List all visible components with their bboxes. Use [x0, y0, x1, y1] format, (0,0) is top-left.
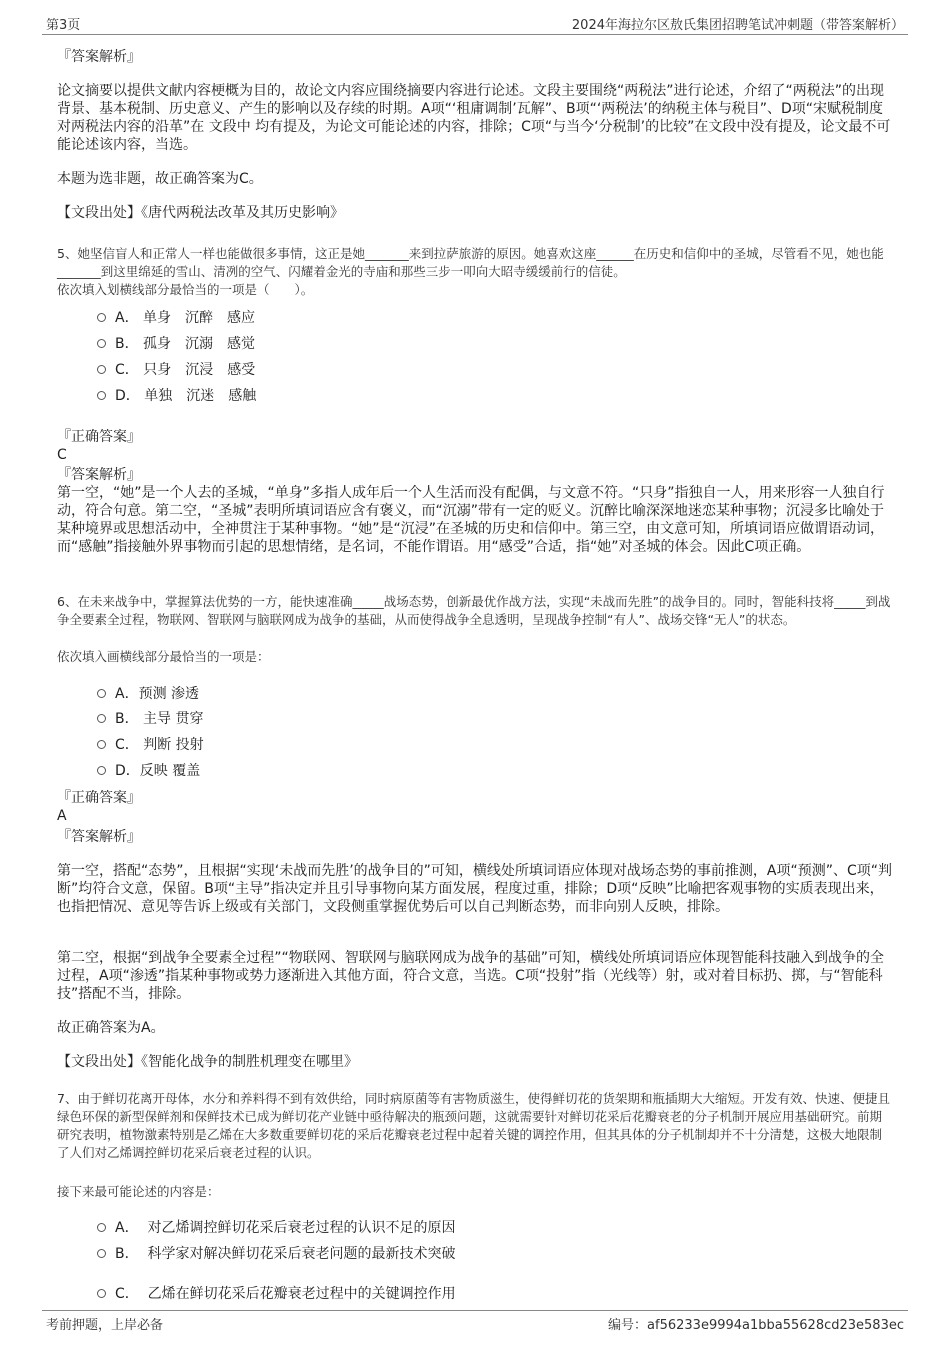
- q6-option-c-label: C． 判断 投射: [115, 737, 204, 753]
- q6-answer: A: [57, 808, 67, 824]
- radio-icon[interactable]: [97, 339, 106, 348]
- q5-option-b[interactable]: [97, 333, 255, 353]
- q5-answer: C: [57, 447, 67, 463]
- q6-analysis-3: 故正确答案为A。: [57, 1020, 165, 1036]
- q6-analysis-label: 『答案解析』: [57, 829, 141, 845]
- q7-option-b-label: B． 科学家对解决鲜切花采后衰老问题的最新技术突破: [115, 1246, 456, 1262]
- radio-icon[interactable]: [97, 1249, 106, 1258]
- radio-icon[interactable]: [97, 1289, 106, 1298]
- q7-option-c[interactable]: [97, 1283, 456, 1303]
- q6-analysis-1-block: [57, 862, 893, 916]
- q5-option-d-label: D． 单独 沉迷 感触: [115, 388, 257, 404]
- footer-slogan: 考前押题，上岸必备: [46, 1318, 164, 1333]
- radio-icon[interactable]: [97, 1223, 106, 1232]
- q6-option-d[interactable]: [97, 760, 200, 780]
- prev-analysis-label: 『答案解析』: [57, 49, 141, 65]
- q6-option-a[interactable]: [97, 683, 199, 703]
- q5-question: 5、她坚信盲人和正常人一样也能做很多事情，这正是她_______来到拉萨旅游的原因。她喜欢这座______在历史和信仰中的圣城，尽管看不见，她也能_______到这里绵延的雪山、清冽的空气、闪耀着金光的寺庙和那些三步一叩向大昭寺缓缓前行的信徒。: [57, 246, 884, 279]
- radio-icon[interactable]: [97, 365, 106, 374]
- q6-instruction-block: [57, 648, 893, 666]
- prev-conclusion-text: 本题为选非题，故正确答案为C。: [57, 171, 263, 187]
- q7-option-a-label: A． 对乙烯调控鲜切花采后衰老过程的认识不足的原因: [115, 1220, 456, 1236]
- q7-instruction-block: [57, 1183, 893, 1201]
- q5-analysis: 第一空，“她”是一个人去的圣城，“单身”多指人成年后一个人生活而没有配偶，与文意不符。“只身”指独自一人，用来形容一人独自行动，符合句意。第二空，“圣城”表明所填词语应含有褒义，而“沉溺”带有一定的贬义。沉醉比喻深深地迷恋某种事物；沉浸多比喻处于某种境界或思想活动中，全神贯注于某种事物。“她”是“沉浸”在圣城的历史和信仰中。第三空，由文意可知，所填词语应做谓语动词，而“感触”指接触外界事物而引起的思想情绪，是名词，不能作谓语。用“感受”合适，指“她”对圣城的体会。因此C项正确。: [57, 485, 885, 555]
- q5-instruction: 依次填入划横线部分最恰当的一项是（ ）。: [57, 282, 314, 297]
- q7-option-c-label: C． 乙烯在鲜切花采后花瓣衰老过程中的关键调控作用: [115, 1286, 456, 1302]
- prev-analysis-label-block: [57, 48, 893, 66]
- q6-source: 【文段出处】《智能化战争的制胜机理变在哪里》: [57, 1054, 358, 1070]
- document-title: 2024年海拉尔区敖氏集团招聘笔试冲刺题（带答案解析）: [571, 18, 904, 33]
- q5-option-b-label: B． 孤身 沉溺 感觉: [115, 336, 256, 352]
- prev-source: 【文段出处】《唐代两税法改革及其历史影响》: [57, 205, 344, 221]
- q5-analysis-block: [57, 466, 893, 556]
- q6-question: 6、在未来战争中，掌握算法优势的一方，能快速准确_____战场态势，创新最优作战方法，实现“未战而先胜”的战争目的。同时，智能科技将_____到战争全要素全过程，物联网、智联网与脑联网成为战争的基础，从而使得战争全息透明，呈现战争控制“有人”、战场交锋“无人”的状态。: [57, 594, 891, 627]
- prev-analysis-block: [57, 82, 893, 154]
- q5-analysis-label: 『答案解析』: [57, 467, 141, 483]
- prev-source-block: [57, 204, 893, 222]
- q7-question: 7、由于鲜切花离开母体，水分和养料得不到有效供给，同时病原菌等有害物质滋生，使得鲜切花的货架期和瓶插期大大缩短。开发有效、快速、便捷且绿色环保的新型保鲜剂和保鲜技术已成为鲜切花产业链中亟待解决的瓶颈问题，这就需要针对鲜切花采后花瓣衰老的分子机制开展应用基础研究。前期研究表明，植物激素特别是乙烯在大多数重要鲜切花的采后花瓣衰老过程中起着关键的调控作用，但其具体的分子机制却并不十分清楚，这极大地限制了人们对乙烯调控鲜切花采后衰老过程的认识。: [57, 1091, 890, 1160]
- q5-answer-label: 『正确答案』: [57, 429, 141, 445]
- q7-instruction: 接下来最可能论述的内容是：: [57, 1184, 220, 1199]
- q6-option-d-label: D．反映 覆盖: [115, 763, 201, 779]
- q7-option-a[interactable]: [97, 1217, 455, 1237]
- q5-option-c-label: C． 只身 沉浸 感受: [115, 362, 256, 378]
- q6-option-a-label: A．预测 渗透: [115, 686, 200, 702]
- q6-analysis-label-block: [57, 828, 893, 846]
- page-footer: [42, 1310, 908, 1333]
- q6-option-b-label: B． 主导 贯穿: [115, 711, 204, 727]
- q5-answer-block: [57, 428, 893, 464]
- q5-option-c[interactable]: [97, 359, 255, 379]
- radio-icon[interactable]: [97, 313, 106, 322]
- q6-source-block: [57, 1053, 893, 1071]
- q6-instruction: 依次填入画横线部分最恰当的一项是：: [57, 649, 270, 664]
- radio-icon[interactable]: [97, 391, 106, 400]
- radio-icon[interactable]: [97, 766, 106, 775]
- q6-analysis-3-block: [57, 1019, 893, 1037]
- q5-option-a[interactable]: [97, 307, 255, 327]
- prev-analysis-text: 论文摘要以提供文献内容梗概为目的，故论文内容应围绕摘要内容进行论述。文段主要围绕“两税法”进行论述，介绍了“两税法”的出现背景、基本税制、历史意义、产生的影响以及存续的时期。A项“‘租庸调制’瓦解”、B项“‘两税法’的纳税主体与税目”、D项“宋赋税制度对两税法内容的沿革”在 文段中 均有提及，为论文可能论述的内容，排除；C项“与当今‘分税制’的比较”在文段中没有提及，论文最不可能论述该内容，当选。: [57, 83, 891, 153]
- footer-code: 编号：af56233e9994a1bba55628cd23e583ec: [608, 1318, 904, 1333]
- q5-option-a-label: A． 单身 沉醉 感应: [115, 310, 256, 326]
- q5-question-block: [57, 245, 893, 299]
- prev-conclusion-block: [57, 170, 893, 188]
- q7-option-b[interactable]: [97, 1243, 456, 1263]
- radio-icon[interactable]: [97, 689, 106, 698]
- q6-option-b[interactable]: [97, 708, 204, 728]
- radio-icon[interactable]: [97, 740, 106, 749]
- q6-analysis-1: 第一空，搭配“态势”，且根据“实现‘未战而先胜’的战争目的”可知，横线处所填词语应体现对战场态势的事前推测，A项“预测”、C项“判断”均符合文意，保留。B项“主导”指决定并且引导事物向某方面发展，程度过重，排除；D项“反映”比喻把客观事物的实质表现出来，也指把情况、意见等告诉上级或有关部门，文段侧重掌握优势后可以自己判断态势，而非向别人反映，排除。: [57, 863, 893, 915]
- q6-option-c[interactable]: [97, 734, 204, 754]
- q6-answer-label: 『正确答案』: [57, 790, 141, 806]
- q6-analysis-2-block: [57, 949, 893, 1003]
- radio-icon[interactable]: [97, 714, 106, 723]
- page-header: [42, 12, 908, 35]
- q5-option-d[interactable]: [97, 385, 256, 405]
- page-number: 第3页: [46, 18, 81, 33]
- q6-question-block: [57, 593, 893, 629]
- q7-question-block: [57, 1090, 893, 1162]
- q6-answer-block: [57, 789, 893, 825]
- q6-analysis-2: 第二空，根据“到战争全要素全过程”“物联网、智联网与脑联网成为战争的基础”可知，横线处所填词语应体现智能科技融入到战争的全过程，A项“渗透”指某种事物或势力逐渐进入其他方面，符合文意，当选。C项“投射”指（光线等）射，或对着目标扔、掷，与“智能科技”搭配不当，排除。: [57, 950, 885, 1002]
